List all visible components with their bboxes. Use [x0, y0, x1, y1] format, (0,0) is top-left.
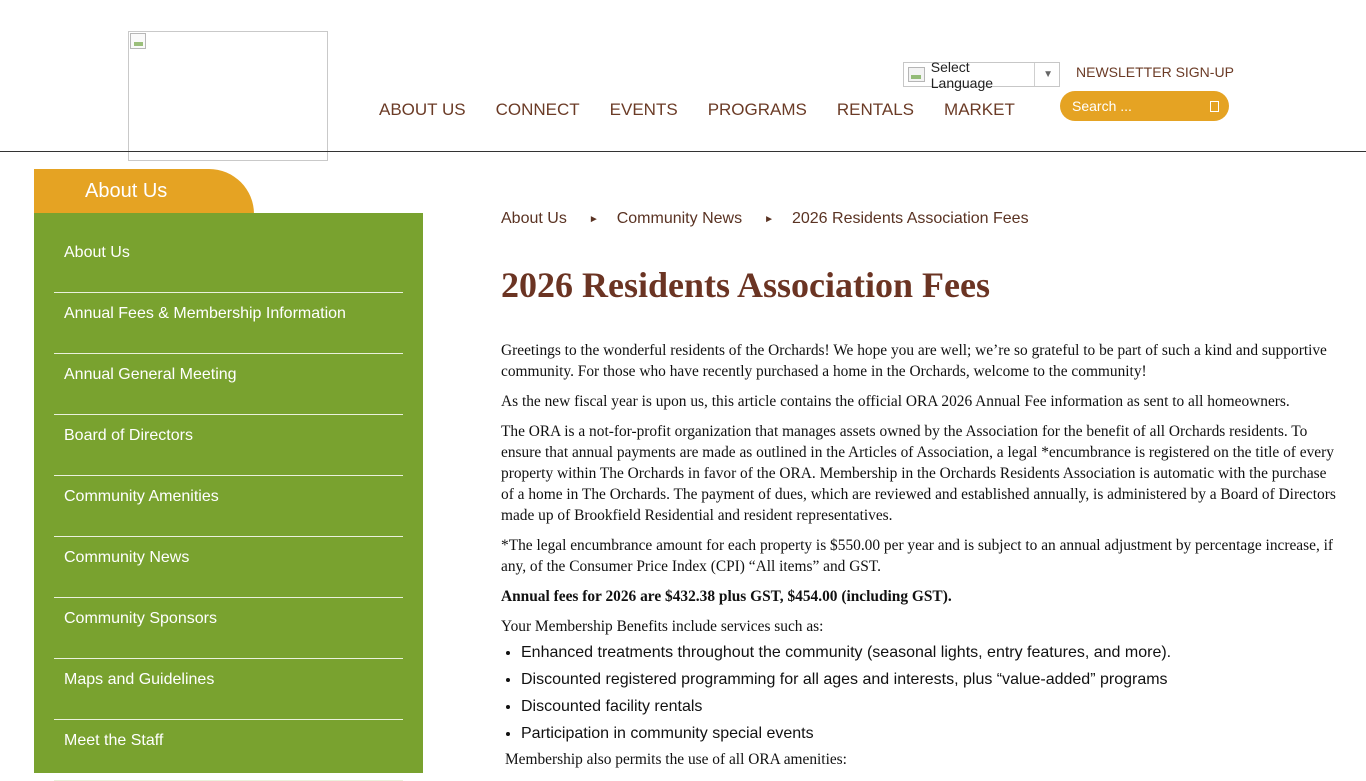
list-item: • Discounted registered programming for all ages and interests, plus “value-added” programs — [521, 666, 1336, 693]
article-body — [501, 340, 1336, 779]
search-box — [1060, 91, 1229, 121]
article-paragraph: The ORA is a not-for-profit organization that manages assets owned by the Association for the benefit of all Orchards residents. To ensure that annual payments are made as outlined in the Articles of Association, a legal *encumbrance is registered on the title of every property within The Orchards in favor of the ORA. Membership in the Orchards Residents Association is automatic with the purchase of a home in The Orchards. The payment of dues, which are reviewed and established annually, is administered by a Board of Directors made up of Brookfield Residential and resident representatives. — [501, 423, 1336, 524]
nav-events[interactable]: EVENTS — [609, 100, 678, 119]
breadcrumb — [501, 210, 1029, 228]
sidebar-item-label[interactable]: Annual Fees & Membership Information — [64, 305, 346, 322]
benefits-list — [501, 639, 1336, 747]
list-item: • Enhanced treatments throughout the community (seasonal lights, entry features, and more). — [521, 639, 1336, 666]
breadcrumb-current: 2026 Residents Association Fees — [791, 210, 1029, 227]
breadcrumb-community-news[interactable]: Community News — [616, 210, 743, 227]
article-paragraph: Greetings to the wonderful residents of the Orchards! We hope you are well; we’re so grateful to be part of such a kind and supportive community. For those who have recently purchased a home in the Orchards, welcome to the community! — [501, 342, 1327, 380]
fees-statement — [501, 586, 1336, 607]
sidebar-item-label[interactable]: Community Sponsors — [64, 610, 217, 627]
chevron-down-icon[interactable]: ▼ — [1034, 63, 1059, 86]
list-item: • Discounted facility rentals — [521, 693, 1336, 720]
breadcrumb-separator-icon: ► — [764, 213, 774, 225]
benefits-intro: Your Membership Benefits include services such as: — [501, 618, 824, 635]
sidebar-item-sponsors[interactable] — [54, 598, 403, 659]
search-input[interactable] — [1070, 97, 1190, 115]
breadcrumb-separator-icon: ► — [588, 213, 599, 225]
sidebar-item-label[interactable]: Community News — [64, 549, 190, 566]
sidebar-item-label[interactable]: Community Amenities — [64, 488, 219, 505]
amenities-intro: Membership also permits the use of all ORA amenities: — [505, 751, 847, 768]
nav-connect[interactable]: CONNECT — [495, 100, 580, 119]
sidebar-item-label[interactable]: About Us — [64, 244, 130, 261]
list-item: • Participation in community special events — [521, 720, 1336, 747]
sidebar-item-agm[interactable] — [54, 354, 403, 415]
google-translate-icon — [908, 67, 925, 82]
site-logo[interactable] — [128, 31, 328, 161]
nav-market[interactable]: MARKET — [944, 100, 1015, 119]
sidebar-item-staff[interactable] — [54, 720, 403, 781]
article-paragraph: *The legal encumbrance amount for each property is $550.00 per year and is subject to an annual adjustment by percentage increase, if any, of the Consumer Price Index (CPI) “All items” and GST. — [501, 537, 1334, 575]
nav-programs[interactable]: PROGRAMS — [707, 100, 807, 119]
sidebar-title: About Us — [34, 169, 254, 214]
language-select-label: Select Language — [930, 58, 994, 91]
sidebar — [34, 213, 423, 773]
page-title: 2026 Residents Association Fees — [501, 265, 990, 305]
nav-about-us[interactable]: ABOUT US — [379, 100, 466, 119]
main-nav — [379, 100, 1045, 120]
language-select[interactable] — [903, 58, 1060, 91]
sidebar-item-label[interactable]: Annual General Meeting — [64, 366, 237, 383]
newsletter-signup-link[interactable]: NEWSLETTER SIGN-UP — [1076, 64, 1234, 80]
sidebar-item-maps[interactable] — [54, 659, 403, 720]
sidebar-item-label[interactable]: Meet the Staff — [64, 732, 164, 749]
header-divider — [0, 151, 1366, 152]
sidebar-item-about-us[interactable] — [54, 232, 403, 293]
nav-rentals[interactable]: RENTALS — [836, 100, 915, 119]
article-paragraph: As the new fiscal year is upon us, this article contains the official ORA 2026 Annual Fee information as sent to all homeowners. — [501, 393, 1290, 410]
sidebar-item-board[interactable] — [54, 415, 403, 476]
fees-bold-text: Annual fees for 2026 are $432.38 plus GST, $454.00 (including GST). — [501, 588, 952, 605]
search-icon[interactable] — [1210, 101, 1219, 112]
sidebar-item-label[interactable]: Board of Directors — [64, 427, 193, 444]
sidebar-item-amenities[interactable] — [54, 476, 403, 537]
broken-image-icon — [130, 33, 146, 49]
sidebar-item-community-news[interactable] — [54, 537, 403, 598]
sidebar-item-annual-fees[interactable] — [54, 293, 403, 354]
breadcrumb-about-us[interactable]: About Us — [501, 210, 567, 227]
sidebar-item-label[interactable]: Maps and Guidelines — [64, 671, 215, 688]
